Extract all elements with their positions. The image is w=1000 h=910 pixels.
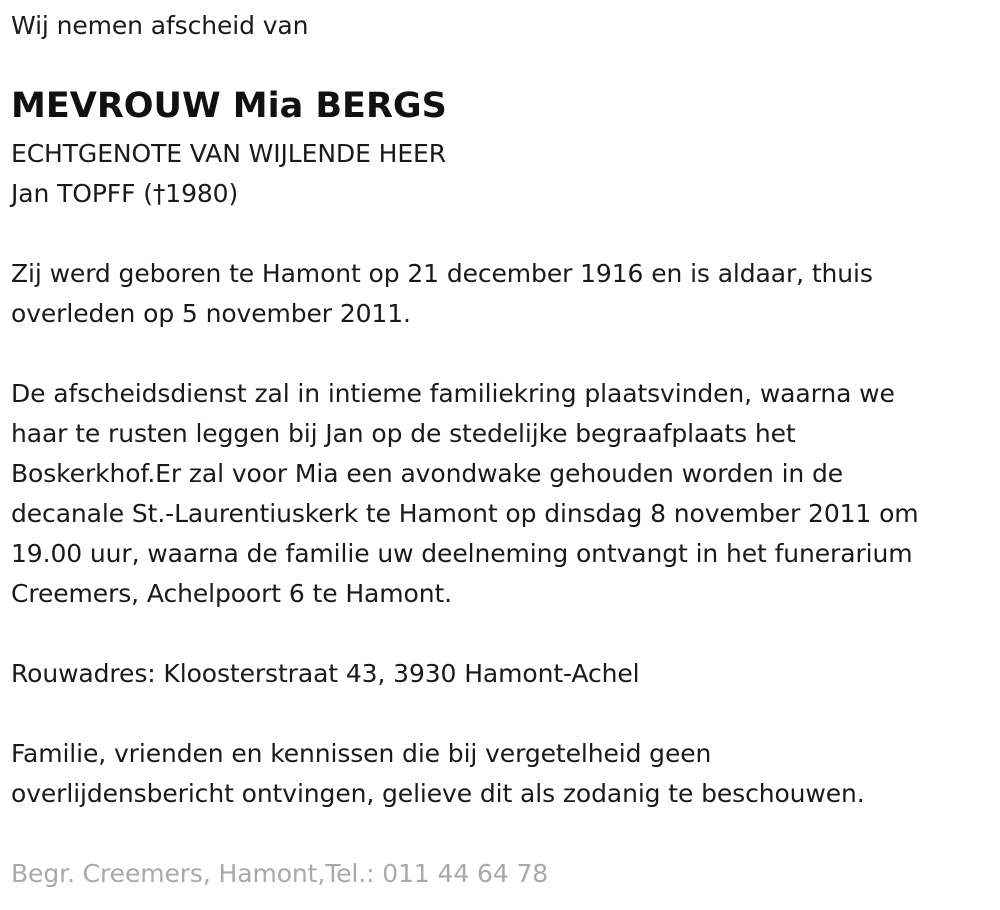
intro-text: Wij nemen afscheid van xyxy=(11,11,309,40)
paragraph-line: De afscheidsdienst zal in intieme familiekring plaatsvinden, waarna we xyxy=(11,379,895,408)
paragraph-line: overlijdensbericht ontvingen, gelieve dit als zodanig te beschouwen. xyxy=(11,779,865,808)
address-line: Rouwadres: Kloosterstraat 43, 3930 Hamont-Achel xyxy=(11,659,640,688)
paragraph-line: haar te rusten leggen bij Jan op de stedelijke begraafplaats het xyxy=(11,419,796,448)
paragraph-line: Creemers, Achelpoort 6 te Hamont. xyxy=(11,579,452,608)
paragraph-line: Familie, vrienden en kennissen die bij vergetelheid geen xyxy=(11,739,712,768)
paragraph-line: decanale St.-Laurentiuskerk te Hamont op dinsdag 8 november 2011 om xyxy=(11,499,919,528)
mourning-address xyxy=(11,654,639,694)
spouse-line: ECHTGENOTE VAN WIJLENDE HEER xyxy=(11,139,446,168)
spouse-info xyxy=(11,134,446,214)
paragraph-line: Boskerkhof.Er zal voor Mia een avondwake gehouden worden in de xyxy=(11,459,844,488)
spouse-name-line: Jan TOPFF (†1980) xyxy=(11,179,239,208)
service-paragraph xyxy=(11,374,919,614)
birth-death-paragraph xyxy=(11,254,873,334)
paragraph-line: Zij werd geboren te Hamont op 21 december 1916 en is aldaar, thuis xyxy=(11,259,873,288)
paragraph-line: 19.00 uur, waarna de familie uw deelneming ontvangt in het funerarium xyxy=(11,539,913,568)
family-note-paragraph xyxy=(11,734,865,814)
paragraph-line: overleden op 5 november 2011. xyxy=(11,299,411,328)
funeral-home-footer: Begr. Creemers, Hamont,Tel.: 011 44 64 78 xyxy=(11,859,549,888)
deceased-name: MEVROUW Mia BERGS xyxy=(11,86,447,126)
